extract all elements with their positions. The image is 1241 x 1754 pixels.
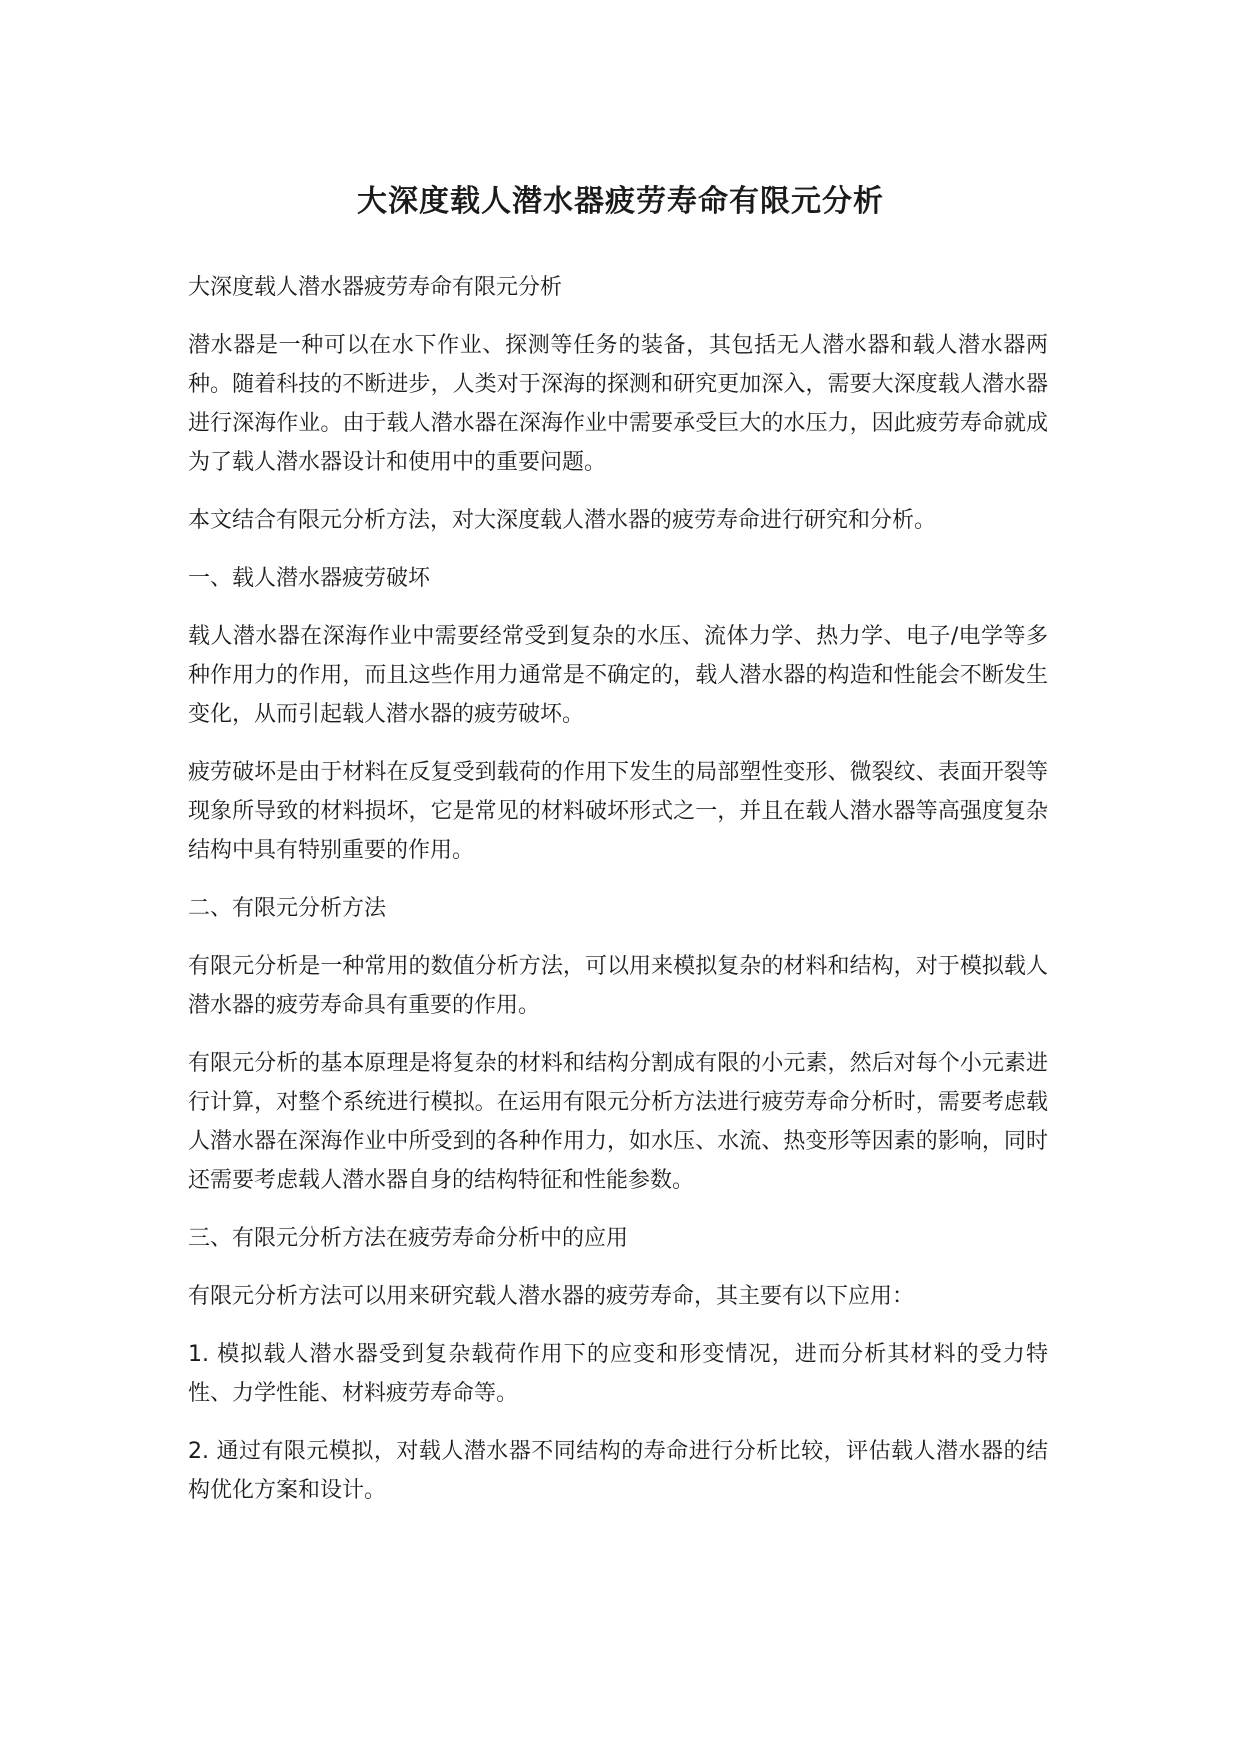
- section-heading: 一、载人潜水器疲劳破坏: [188, 566, 431, 591]
- section-heading: 三、有限元分析方法在疲劳寿命分析中的应用: [188, 1226, 629, 1251]
- paragraph: 潜水器是一种可以在水下作业、探测等任务的装备，其包括无人潜水器和载人潜水器两种。随着科技的不断进步，人类对于深海的探测和研究更加深入，需要大深度载人潜水器进行深海作业。由于载人潜水器在深海作业中需要承受巨大的水压力，因此疲劳寿命就成为了载人潜水器设计和使用中的重要问题。: [188, 333, 1048, 475]
- list-item: 1. 模拟载人潜水器受到复杂载荷作用下的应变和形变情况，进而分析其材料的受力特性、力学性能、材料疲劳寿命等。: [188, 1342, 1048, 1406]
- paragraph-subtitle: 大深度载人潜水器疲劳寿命有限元分析: [188, 275, 563, 300]
- paragraph: 有限元分析方法可以用来研究载人潜水器的疲劳寿命，其主要有以下应用：: [188, 1284, 915, 1309]
- document-body: [188, 268, 1048, 1510]
- section-heading: 二、有限元分析方法: [188, 896, 387, 921]
- document-title: 大深度载人潜水器疲劳寿命有限元分析: [357, 184, 884, 219]
- paragraph: 有限元分析是一种常用的数值分析方法，可以用来模拟复杂的材料和结构，对于模拟载人潜水器的疲劳寿命具有重要的作用。: [188, 954, 1048, 1018]
- paragraph: 有限元分析的基本原理是将复杂的材料和结构分割成有限的小元素，然后对每个小元素进行计算，对整个系统进行模拟。在运用有限元分析方法进行疲劳寿命分析时，需要考虑载人潜水器在深海作业中所受到的各种作用力，如水压、水流、热变形等因素的影响，同时还需要考虑载人潜水器自身的结构特征和性能参数。: [188, 1051, 1048, 1193]
- paragraph: 疲劳破坏是由于材料在反复受到载荷的作用下发生的局部塑性变形、微裂纹、表面开裂等现象所导致的材料损坏，它是常见的材料破坏形式之一，并且在载人潜水器等高强度复杂结构中具有特别重要的作用。: [188, 760, 1048, 863]
- paragraph: 本文结合有限元分析方法，对大深度载人潜水器的疲劳寿命进行研究和分析。: [188, 508, 937, 533]
- paragraph: 载人潜水器在深海作业中需要经常受到复杂的水压、流体力学、热力学、电子/电学等多种作用力的作用，而且这些作用力通常是不确定的，载人潜水器的构造和性能会不断发生变化，从而引起载人潜水器的疲劳破坏。: [188, 624, 1048, 727]
- list-item: 2. 通过有限元模拟，对载人潜水器不同结构的寿命进行分析比较，评估载人潜水器的结构优化方案和设计。: [188, 1439, 1048, 1503]
